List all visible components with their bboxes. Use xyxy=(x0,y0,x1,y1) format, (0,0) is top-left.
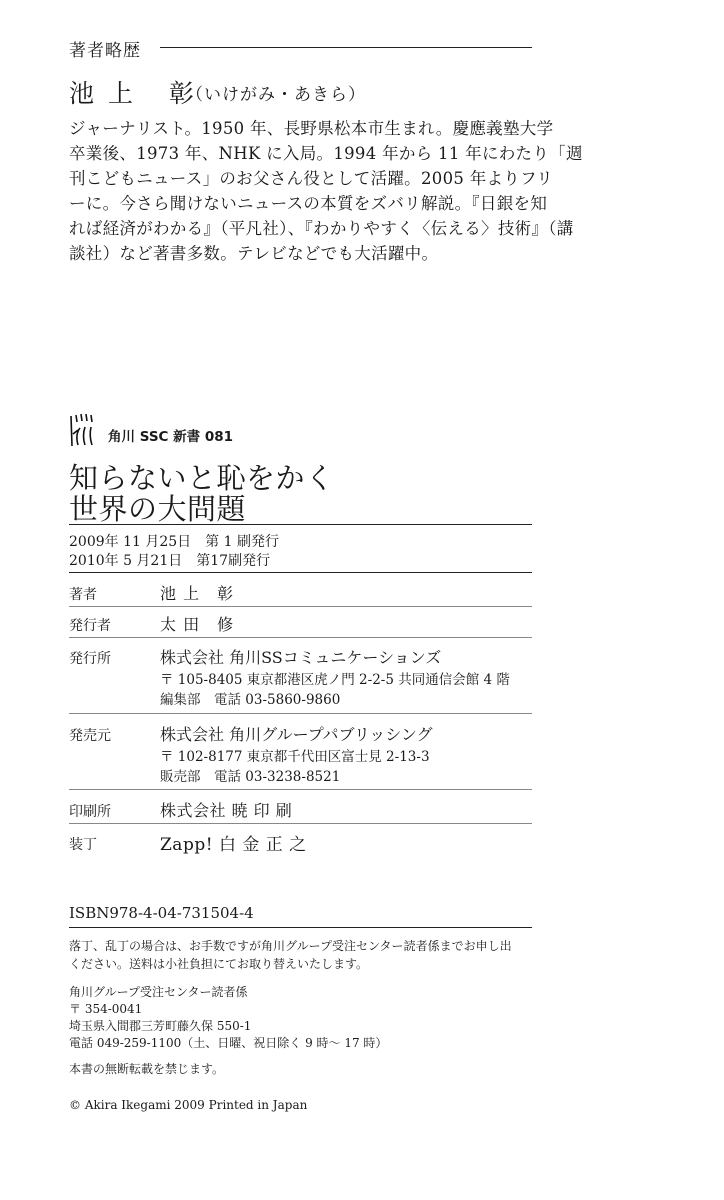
divider xyxy=(69,637,532,638)
distributor-phone: 販売部 電話 03-3238-8521 xyxy=(160,769,341,785)
distributor-label: 発売元 xyxy=(69,728,111,744)
series-name: 角川 SSC 新書 081 xyxy=(108,429,234,445)
author-name: 池上 彰 xyxy=(69,79,208,108)
issuer-address: 〒 105-8405 東京都港区虎ノ門 2-2-5 共同通信会館 4 階 xyxy=(160,672,510,688)
book-title-line-2: 世界の大問題 xyxy=(69,492,247,526)
edition-rule xyxy=(69,572,532,573)
author-profile-heading: 著者略歴 xyxy=(69,41,141,61)
design-label: 装丁 xyxy=(69,837,97,853)
distributor-address: 〒 102-8177 東京都千代田区富士見 2-13-3 xyxy=(160,749,430,765)
publisher-value: 太 田 修 xyxy=(160,615,235,634)
title-rule xyxy=(69,524,532,525)
edition-date: 2010年 5 月21日 xyxy=(69,553,183,569)
bio-line: 刊こどもニュース」のお父さん役として活躍。2005 年よりフリ xyxy=(69,169,554,188)
bio-line: 談社）など著書多数。テレビなどでも大活躍中。 xyxy=(69,244,439,263)
author-label: 著者 xyxy=(69,587,97,603)
divider xyxy=(69,606,532,607)
divider xyxy=(69,789,532,790)
isbn: ISBN978-4-04-731504-4 xyxy=(69,904,254,922)
divider xyxy=(69,713,532,714)
notice-line: ください。送料は小社負担にてお取り替えいたします。 xyxy=(69,957,369,971)
bio-line: ジャーナリスト。1950 年、長野県松本市生まれ。慶應義塾大学 xyxy=(69,119,554,138)
contact-line: 角川グループ受注センター読者係 xyxy=(69,985,248,999)
isbn-rule xyxy=(69,927,532,928)
edition-line-2 xyxy=(69,550,270,570)
issuer-label: 発行所 xyxy=(69,651,111,667)
heading-rule xyxy=(160,47,532,48)
printer-value: 株式会社 暁 印 刷 xyxy=(160,801,293,820)
edition-date: 2009年 11 月25日 xyxy=(69,534,192,550)
bio-line: 卒業後、1973 年、NHK に入局。1994 年から 11 年にわたり「週 xyxy=(69,144,583,163)
author-name-reading: （いけがみ・あきら） xyxy=(186,85,366,105)
prohibition-notice: 本書の無断転載を禁じます。 xyxy=(69,1062,225,1076)
edition-line-1 xyxy=(69,531,279,551)
copyright: © Akira Ikegami 2009 Printed in Japan xyxy=(69,1098,308,1112)
bio-line: れば経済がわかる』（平凡社）、『わかりやすく〈伝える〉技術』（講 xyxy=(69,219,574,238)
author-value: 池 上 彰 xyxy=(160,584,235,603)
notice-line: 落丁、乱丁の場合は、お手数ですが角川グループ受注センター読者係までお申し出 xyxy=(69,939,512,953)
printer-label: 印刷所 xyxy=(69,804,111,820)
edition-print: 第17刷発行 xyxy=(196,553,271,569)
contact-line: 電話 049-259-1100（土、日曜、祝日除く 9 時〜 17 時） xyxy=(69,1036,388,1050)
contact-line: 埼玉県入間郡三芳町藤久保 550-1 xyxy=(69,1019,252,1033)
issuer-company: 株式会社 角川SSコミュニケーションズ xyxy=(160,648,442,667)
publisher-label: 発行者 xyxy=(69,618,111,634)
bio-line: ーに。今さら聞けないニュースの本質をズバリ解説。『日銀を知 xyxy=(69,194,548,213)
edition-print: 第 1 刷発行 xyxy=(205,534,279,550)
design-value: Zapp! 白 金 正 之 xyxy=(160,835,307,855)
book-title-line-1: 知らないと恥をかく xyxy=(69,461,335,495)
contact-line: 〒 354-0041 xyxy=(69,1002,143,1016)
divider xyxy=(69,823,532,824)
issuer-phone: 編集部 電話 03-5860-9860 xyxy=(160,692,341,708)
distributor-company: 株式会社 角川グループパブリッシング xyxy=(160,725,433,744)
publisher-logo xyxy=(68,412,98,448)
